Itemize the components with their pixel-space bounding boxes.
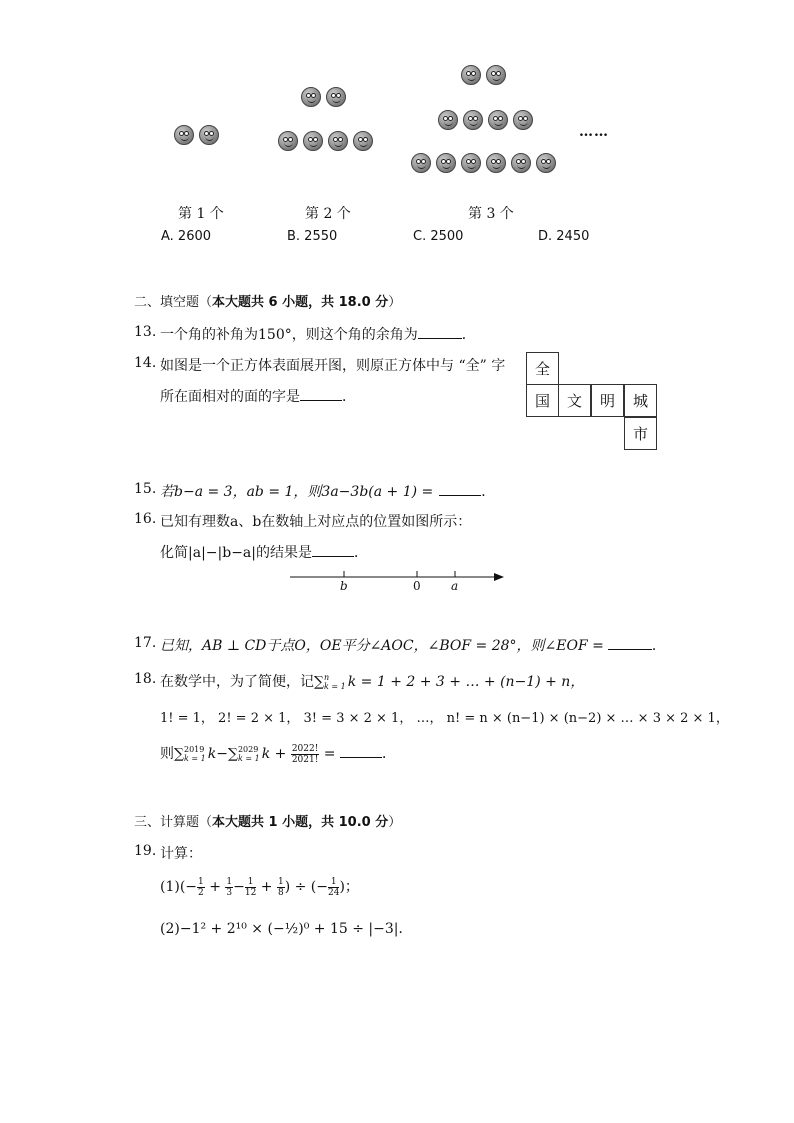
q15-text: 若b−a = 3，ab = 1，则3a−3b(a + 1) = ． [160,481,495,501]
figure-caption-1: 第 1 个 [178,206,224,222]
number-line-label-a: a [451,579,459,593]
option-a: A. 2600 [161,229,212,244]
smiley-icon [513,110,533,130]
smiley-icon [536,153,556,173]
cube-cell: 国 [526,384,559,417]
q13-number: 13. [134,324,157,340]
smiley-icon [353,131,373,151]
cube-cell: 全 [526,352,559,385]
q16-line1: 已知有理数a、b在数轴上对应点的位置如图所示： [160,514,472,530]
q18-line1: 在数学中，为了简便，记∑ n k = 1 k = 1 + 2 + 3 + … + (n−1) + n， [160,673,585,691]
q18-number: 18. [134,671,157,687]
smiley-icon [411,153,431,173]
option-b: B. 2550 [287,229,338,244]
smiley-icon [463,110,483,130]
smiley-icon [461,153,481,173]
q16-blank [312,542,354,557]
q19-intro: 计算： [160,846,202,862]
section-2-title: 二、填空题（本大题共 6 小题，共 18.0 分） [134,295,402,310]
smiley-icon [199,125,219,145]
option-c: C. 2500 [413,229,464,244]
smiley-icon [328,131,348,151]
q13-text: 一个角的补角为150°，则这个角的余角为 ． [160,324,476,344]
q14-line2: 所在面相对的面的字是 ． [160,386,356,406]
smiley-icon [486,65,506,85]
q14-number: 14. [134,355,157,371]
figure-caption-2: 第 2 个 [305,206,351,222]
smiley-icon [303,131,323,151]
smiley-icon [436,153,456,173]
cube-cell: 明 [591,384,624,417]
smiley-icon [486,153,506,173]
cube-cell: 城 [624,384,657,417]
q18-line3: 则∑ 2019 k = 1 k−∑ 2029 k = 1 k + $\frac{2022!}{2021!}$ = ． [160,743,396,765]
smiley-icon [438,110,458,130]
smiley-icon [488,110,508,130]
smiley-icon [326,87,346,107]
q17-blank [608,635,652,650]
q17-text: 已知，AB ⊥ CD于点O，OE平分∠AOC，∠BOF = 28°，则∠EOF = ． [160,635,666,655]
q18-blank [340,743,382,758]
number-line [286,565,508,599]
q19-part2: (2)−1² + 2¹⁰ × (−½)⁰ + 15 ÷ |−3|． [160,921,413,937]
q18-line2: 1! = 1， 2! = 2 × 1， 3! = 3 × 2 × 1， …， n! = n × (n−1) × (n−2) × … × 3 × 2 × 1， [160,711,729,726]
q15-number: 15. [134,481,157,497]
q13-blank [418,324,462,339]
option-d: D. 2450 [538,229,590,244]
smiley-icon [301,87,321,107]
q16-number: 16. [134,511,157,527]
q15-blank [439,481,481,496]
cube-cell: 文 [558,384,591,417]
number-line-label-b: b [340,579,348,593]
q16-line2: 化简|a|−|b−a|的结果是 ． [160,542,368,562]
cube-cell: 市 [624,417,657,450]
sigma-symbol: ∑ [314,674,324,690]
q19-number: 19. [134,843,157,859]
q19-part1: (1)(− $\frac{1}{2}$ + $\frac{1}{3}$ − $\frac{1}{12}$ + $\frac{1}{8}$ ) ÷ (− $\frac{1}{24}$ )； [160,876,359,898]
smiley-icon [511,153,531,173]
number-line-label-zero: 0 [413,579,421,593]
smiley-icon [461,65,481,85]
q14-line1: 如图是一个正方体表面展开图，则原正方体中与 “全” 字 [160,358,506,374]
smiley-icon [278,131,298,151]
q14-blank [300,386,342,401]
figure-ellipsis: …… [579,124,609,140]
section-3-title: 三、计算题（本大题共 1 小题，共 10.0 分） [134,815,402,830]
smiley-icon [174,125,194,145]
q17-number: 17. [134,635,157,651]
figure-caption-3: 第 3 个 [468,206,514,222]
